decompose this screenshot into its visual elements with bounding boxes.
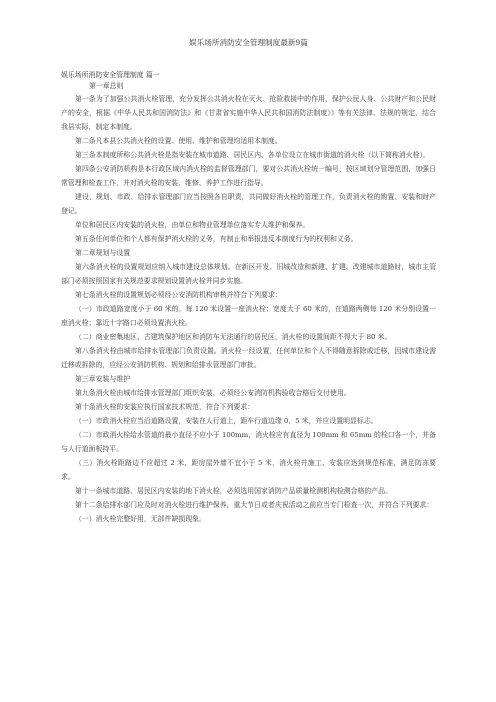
- paragraph: （二）商业密集地区、古建筑保护地区和消防车无法通行的居民区，消火栓的设置间距不得大于 80 米。: [75, 333, 392, 341]
- paragraph: 单位和居民区内安装的消火栓，由单位和物业管理单位落实专人维护和保养。: [75, 221, 310, 229]
- paragraph: 第三条本制度所称公共消火栓是指安装在城市道路、居民区内、各单位设立在城市街道的消火栓（以下简称消火栓）。: [75, 151, 430, 159]
- paragraph: （二）市政消火栓给水管道的最小直径不应小于 100mm，消火栓应有直径为 100mm 和 65mm 的栓口各一个，并备与人行道面板持平。: [61, 431, 436, 453]
- paragraph: （三）消火栓距路边不应超过 2 米，距房屋外墙不宜小于 5 米，消火栓井施工、安装应达到规范标准，满足防冻要求。: [61, 459, 436, 481]
- paragraph: 第八条消火栓由城市给排水管理部门负责设置。消火栓一经设置，任何单位和个人不得随意拆除或迁移，因城市建设需迁移或拆除的，应经公安消防机构、规划和给排水管理部门审批。: [61, 347, 436, 369]
- paragraph: 第三章安装与维护: [75, 375, 131, 383]
- paragraph: （一）市政道路宽度小于 60 米的，每 120 米设置一座消火栓；宽度大于 60 米的，在道路两侧每 120 米分别设置一座消火栓；靠近十字路口必须设置消火栓。: [61, 305, 436, 327]
- paragraph: （一）消火栓完整好用，无部件缺损现象。: [75, 515, 206, 523]
- paragraph: 第一条为了加强公共消火栓管理，充分发挥公共消火栓在灭火、抢险救援中的作用，保护公民人身、公共财产和公民财产的安全，根据《中华人民共和国消防法》和《甘肃省实施中华人民共和国消防法制度》》等有关法律、法规的规定，结合我县实际，制定本制度。: [61, 95, 436, 131]
- paragraph: 第五条任何单位和个人都有保护消火栓的义务，有制止和举报违反本制度行为的权利和义务。: [75, 235, 358, 243]
- paragraph: 第七条消火栓的设置规划必须经公安消防机构审核并符合下列要求：: [75, 291, 282, 299]
- chapter-heading: 第一章总则: [89, 82, 124, 90]
- paragraph: 第二章规划与设置: [75, 249, 131, 257]
- paragraph: 第四条公安消防机构是本行政区域内消火栓的监督管理部门，要对公共消火栓统一编号，按区域划分管理范围，加强日常管理和检查工作，并对消火栓的安装、维修、养护工作进行指导。: [61, 165, 436, 187]
- paragraph: 第十二条给排水部门应及时对消火栓进行维护保养，重大节日或者庆祝活动之前应当专门检查一次，并符合下列要求：: [75, 501, 434, 509]
- document-subtitle: 娱乐场所消防安全管理制度 篇一: [61, 71, 160, 79]
- paragraph: 第九条消火栓由城市给排水管理部门组织安装，必须经公安消防机构验收合格后交付使用。: [75, 389, 351, 397]
- paragraph: 第六条消火栓的设置规划应纳入城市建设总体规划。在新区开发、旧城改造和新建、扩建、改建城市道路时，城市主管部门必须按照国家有关规范要求规划设置消火栓并同步实施。: [61, 263, 436, 285]
- paragraph: 第二条凡本县公共消火栓的设置、使用、维护和管理均适用本制度。: [75, 137, 282, 145]
- paragraph: （一）市政消火栓应当沿道路设置，安装在人行道上，距车行道边缘 0．5 米，并应设置明显标志。: [75, 417, 378, 425]
- document-title: 娱乐场所消防安全管理制度最新9篇: [189, 38, 308, 47]
- document-body: [61, 92, 436, 526]
- paragraph: 第十条消火栓的安装应执行国家技术规范，符合下列要求：: [75, 403, 255, 411]
- paragraph: 建设、规划、市政、给排水管理部门应当按照各自职责，共同做好消火栓的管理工作，负责消火栓的购置、安装和财产登记。: [61, 193, 436, 215]
- paragraph: 第十一条城市道路、居民区内安装的地下消火栓，必须选用国家消防产品质量检测机构检测合格的产品。: [75, 487, 392, 495]
